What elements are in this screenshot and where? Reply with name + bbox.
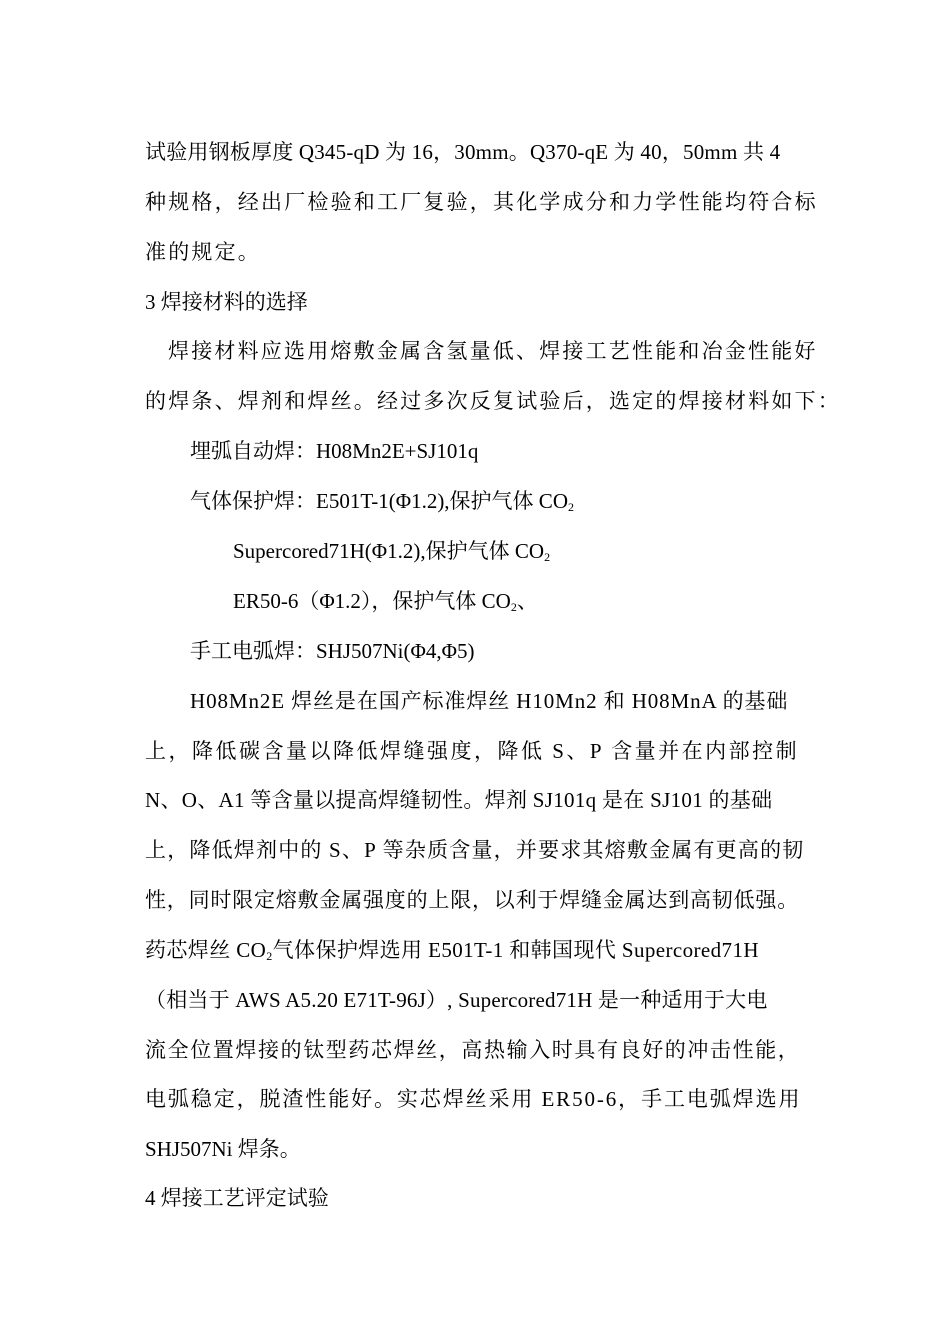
paragraph-line: 种规格，经出厂检验和工厂复验，其化学成分和力学性能均符合标 [145, 190, 818, 214]
paragraph-line: 电弧稳定，脱渣性能好。实芯焊丝采用 ER50-6，手工电弧焊选用 [145, 1087, 802, 1111]
paragraph-line: 性，同时限定熔敷金属强度的上限，以利于焊缝金属达到高韧低强。 [145, 888, 799, 912]
paragraph-line: N、O、A1 等含量以提高焊缝韧性。焊剂 SJ101q 是在 SJ101 的基础 [145, 788, 773, 812]
material-gas-shielded-2: Supercored71H(Φ1.2),保护气体 $CO_2$ [233, 539, 551, 564]
paragraph-line: SHJ507Ni 焊条。 [145, 1137, 301, 1161]
material-gas-shielded-1: 气体保护焊：E501T-1(Φ1.2),保护气体 $CO_2$ [190, 489, 574, 514]
paragraph-line: 流全位置焊接的钛型药芯焊丝，高热输入时具有良好的冲击性能， [145, 1038, 801, 1062]
paragraph-line: 焊接材料应选用熔敷金属含氢量低、焊接工艺性能和冶金性能好 [168, 339, 818, 363]
paragraph-line: H08Mn2E 焊丝是在国产标准焊丝 H10Mn2 和 H08MnA 的基础 [190, 689, 789, 713]
paragraph-line: （相当于 AWS A5.20 E71T-96J）, Supercored71H 是一种适用于大电 [145, 988, 768, 1012]
section-heading-3: 3 焊接材料的选择 [145, 290, 308, 314]
paragraph-line: 药芯焊丝 $CO_2$气体保护焊选用 E501T-1 和韩国现代 Supercored71H [145, 938, 759, 963]
material-saw: 埋弧自动焊：H08Mn2E+SJ101q [190, 439, 479, 463]
material-gas-shielded-3: ER50-6（Φ1.2），保护气体 $CO_2$、 [233, 589, 538, 614]
paragraph-line: 上，降低碳含量以降低焊缝强度，降低 S、P 含量并在内部控制 [145, 739, 800, 763]
paragraph-line: 准的规定。 [145, 240, 261, 264]
paragraph-line: 的焊条、焊剂和焊丝。经过多次反复试验后，选定的焊接材料如下： [145, 389, 841, 413]
section-heading-4: 4 焊接工艺评定试验 [145, 1186, 329, 1210]
paragraph-line: 试验用钢板厚度 Q345-qD 为 16，30mm。Q370-qE 为 40，50mm 共 4 [145, 140, 781, 164]
paragraph-line: 上，降低焊剂中的 S、P 等杂质含量，并要求其熔敷金属有更高的韧 [145, 838, 805, 862]
material-smaw: 手工电弧焊：SHJ507Ni(Φ4,Φ5) [190, 639, 475, 663]
